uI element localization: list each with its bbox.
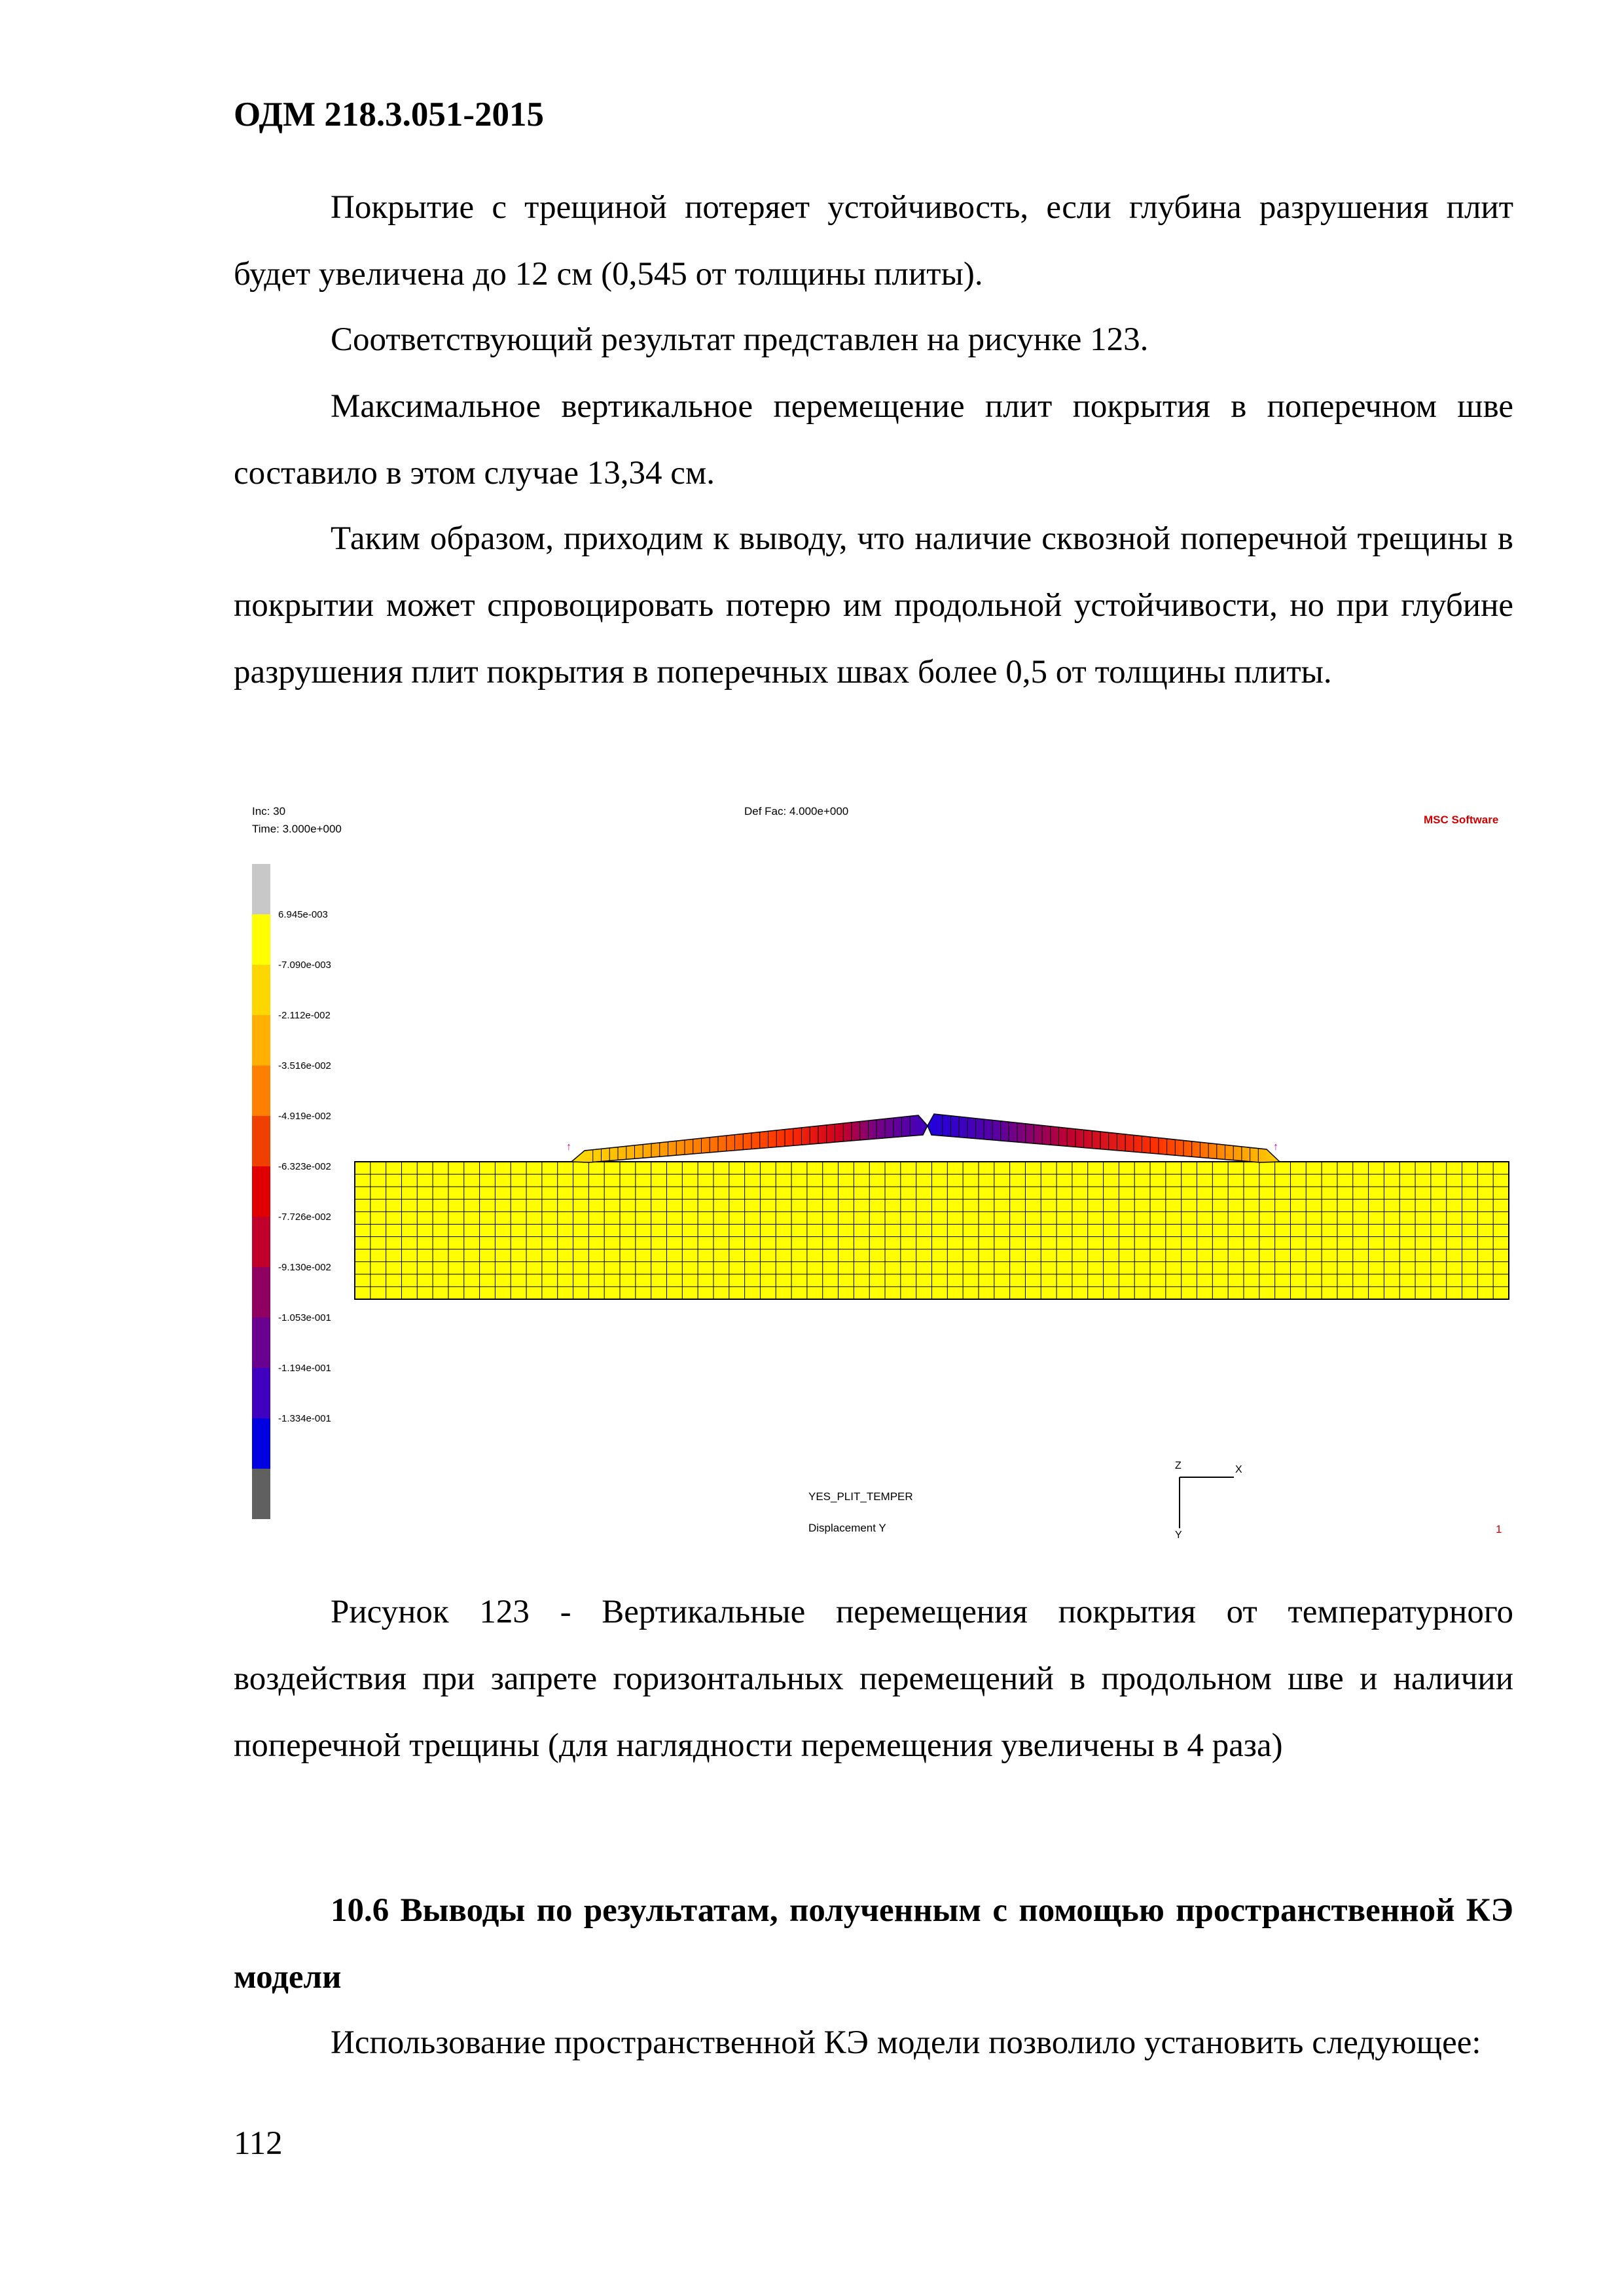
legend-swatch: [252, 864, 270, 914]
legend-label: -2.112e-002: [278, 1010, 331, 1021]
legend-swatch: [252, 965, 270, 1015]
legend-swatch: [252, 1267, 270, 1318]
axis-triad: [1175, 1460, 1242, 1541]
page-number: 112: [234, 2125, 283, 2162]
axis-x-label: X: [1235, 1464, 1242, 1475]
legend-swatch: [252, 1166, 270, 1217]
legend-label: -3.516e-002: [278, 1060, 331, 1071]
section-heading: 10.6 Выводы по результатам, полученным с помощью пространственной КЭ модели: [234, 1892, 1513, 1996]
legend-swatch: [252, 1318, 270, 1368]
legend-swatch: [252, 1469, 270, 1519]
legend-label: -1.053e-001: [278, 1312, 331, 1323]
legend-label: -4.919e-002: [278, 1111, 331, 1122]
legend-swatch: [252, 1015, 270, 1066]
figure-caption: Рисунок 123 - Вертикальные перемещения покрытия от температурного воздействия при запрете горизонтальных перемещений в продольном шве и наличии поперечной трещины (для наглядности перемещения увеличены в 4 раза): [234, 1594, 1513, 1764]
right-marker: ↑: [1273, 1141, 1278, 1153]
time-label: Time: 3.000e+000: [252, 823, 342, 835]
legend-label: -7.090e-003: [278, 960, 331, 971]
model-name: YES_PLIT_TEMPER: [808, 1490, 913, 1503]
figure-123: [232, 792, 1522, 1571]
legend-swatch: [252, 1116, 270, 1166]
fe-model: [355, 1114, 1509, 1299]
left-slab: [571, 1115, 928, 1162]
final-paragraph: Использование пространственной КЭ модели позволило установить следующее:: [331, 2024, 1481, 2061]
paragraph-4: Таким образом, приходим к выводу, что наличие сквозной поперечной трещины в покрытии может спровоцировать потерю им продольной устойчивости, но при глубине разрушения плит покрытия в поперечных швах более 0,5 от толщины плиты.: [234, 520, 1513, 691]
legend-label: -6.323e-002: [278, 1161, 331, 1172]
paragraph-2: Соответствующий результат представлен на рисунке 123.: [331, 321, 1149, 358]
right-slab: [928, 1114, 1280, 1162]
legend-label: -7.726e-002: [278, 1211, 331, 1223]
legend-swatch: [252, 1066, 270, 1116]
inc-label: Inc: 30: [252, 805, 286, 817]
axis-z-label: Z: [1175, 1460, 1182, 1471]
legend-swatch: [252, 1418, 270, 1469]
legend-label: -1.194e-001: [278, 1363, 331, 1374]
paragraph-1: Покрытие с трещиной потеряет устойчивость, если глубина разрушения плит будет увеличена до 12 см (0,545 от толщины плиты).: [234, 189, 1513, 293]
def-fac-label: Def Fac: 4.000e+000: [744, 805, 849, 817]
color-legend: [252, 864, 331, 1519]
left-marker: ↑: [566, 1141, 571, 1153]
result-name: Displacement Y: [808, 1522, 886, 1534]
document-header: ОДМ 218.3.051-2015: [234, 96, 544, 134]
axis-y-label: Y: [1175, 1530, 1182, 1541]
slab-mesh: [593, 1115, 1259, 1162]
paragraph-3: Максимальное вертикальное перемещение плит покрытия в поперечном шве составило в этом случае 13,34 см.: [234, 388, 1513, 492]
legend-label: -9.130e-002: [278, 1262, 331, 1273]
legend-swatch: [252, 1217, 270, 1267]
legend-label: 6.945e-003: [278, 909, 328, 920]
index-label: 1: [1496, 1523, 1502, 1535]
msc-logo: MSC Software: [1424, 814, 1499, 826]
legend-label: -1.334e-001: [278, 1413, 331, 1424]
legend-swatch: [252, 914, 270, 965]
legend-swatch: [252, 1368, 270, 1418]
